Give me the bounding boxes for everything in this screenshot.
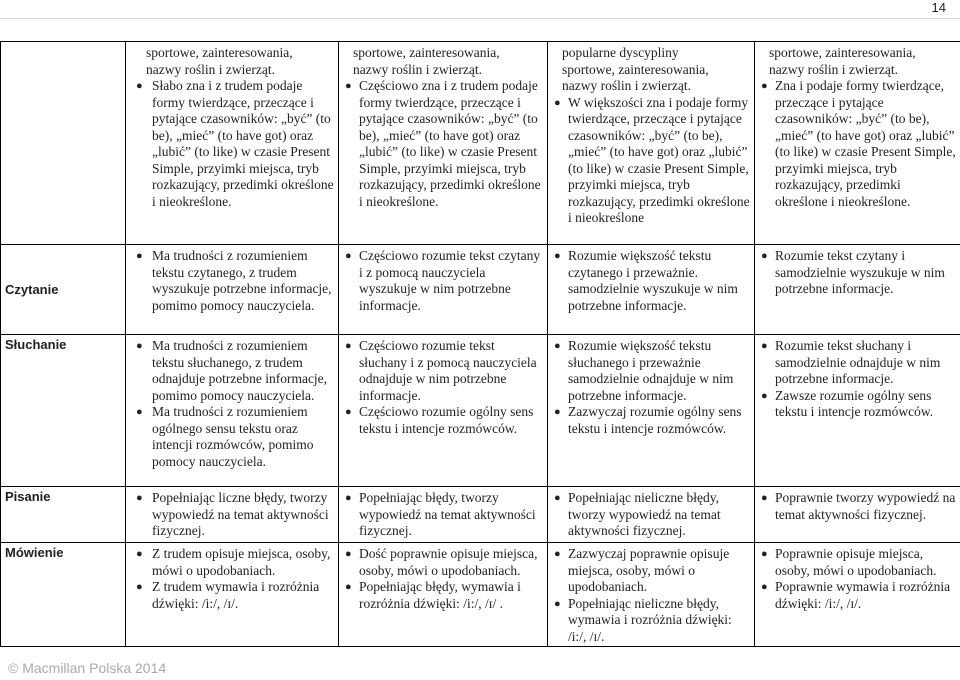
- table-row-pisanie: [1, 487, 960, 543]
- bullet-icon: ●: [761, 548, 768, 560]
- list-item-text: Ma trudności z rozumieniem tekstu czytanego, z trudem wyszukuje potrzebne informacje, pomimo pomocy nauczyciela.: [152, 248, 332, 313]
- bullet-list: [130, 248, 334, 314]
- bullet-list: [343, 248, 543, 314]
- bullet-icon: ●: [554, 340, 561, 352]
- bullet-icon: ●: [136, 340, 143, 352]
- assessment-table: [0, 41, 960, 647]
- list-item: [343, 78, 543, 210]
- bullet-list: [552, 546, 750, 645]
- bullet-list: [343, 490, 543, 540]
- bullet-icon: ●: [761, 492, 768, 504]
- list-item-text: Rozumie tekst słuchany i samodzielnie odnajduje w nim potrzebne informacje.: [775, 338, 941, 386]
- page-number: 14: [931, 0, 946, 15]
- bullet-list: [343, 338, 543, 437]
- list-item: [552, 596, 750, 646]
- list-item-text: Popełniając błędy, wymawia i rozróżnia dźwięki: /i:/, /ɪ/ .: [359, 579, 521, 611]
- list-item-text: Rozumie tekst czytany i samodzielnie wyszukuje w nim potrzebne informacje.: [775, 248, 945, 296]
- list-item: [552, 490, 750, 540]
- bullet-icon: ●: [345, 80, 352, 92]
- list-item: [552, 338, 750, 404]
- bullet-icon: ●: [136, 80, 143, 92]
- list-item: [759, 490, 956, 523]
- list-item-text: Rozumie większość tekstu słuchanego i przeważnie samodzielnie odnajduje w nim potrzebne informacje.: [568, 338, 734, 403]
- list-item-text: Zazwyczaj poprawnie opisuje miejsca, osoby, mówi o upodobaniach.: [568, 546, 730, 594]
- list-item: [759, 338, 956, 388]
- list-item-text: Zazwyczaj rozumie ogólny sens tekstu i intencje rozmówców.: [568, 404, 742, 436]
- list-item: [130, 404, 334, 470]
- cell-intro-text: sportowe, zainteresowania, nazwy roślin i zwierząt.: [353, 45, 500, 77]
- pisanie-cell-3: [548, 487, 755, 543]
- grammar-cell-1: [126, 42, 339, 245]
- list-item: [130, 338, 334, 404]
- list-item-text: Popełniając błędy, tworzy wypowiedź na temat aktywności fizycznej.: [359, 490, 536, 538]
- pisanie-cell-1: [126, 487, 339, 543]
- list-item-text: Ma trudności z rozumieniem ogólnego sensu tekstu oraz intencji rozmówców, pomimo pomocy nauczyciela.: [152, 404, 314, 469]
- bullet-icon: ●: [554, 250, 561, 262]
- row-label-mowienie: Mówienie: [1, 543, 126, 647]
- bullet-list: [130, 490, 334, 540]
- list-item-text: Poprawnie tworzy wypowiedź na temat aktywności fizycznej.: [775, 490, 956, 522]
- list-item-text: Popełniając nieliczne błędy, wymawia i rozróżnia dźwięki: /i:/, /ɪ/.: [568, 595, 732, 644]
- list-item: [343, 579, 543, 612]
- bullet-list: [759, 338, 956, 421]
- row-label-pisanie: Pisanie: [1, 487, 126, 543]
- czytanie-cell-2: [339, 245, 548, 335]
- list-item: [343, 546, 543, 579]
- list-item-text: Z trudem wymawia i rozróżnia dźwięki: /i:/, /ɪ/.: [152, 579, 320, 611]
- row-label-sluchanie: Słuchanie: [1, 335, 126, 487]
- mowienie-cell-3: [548, 543, 755, 647]
- bullet-icon: ●: [554, 406, 561, 418]
- list-item-text: Częściowo zna i z trudem podaje formy twierdzące, przeczące i pytające czasowników: „być” (to be), „mieć” (to have got) oraz „lubić” (to like) w czasie Present Simple, przyimki miejsca, tryb rozkazujący, przedimki określone i nieokreślone.: [359, 78, 541, 209]
- bullet-icon: ●: [761, 340, 768, 352]
- grammar-cell-2: [339, 42, 548, 245]
- bullet-list: [759, 248, 956, 298]
- bullet-list: [130, 338, 334, 470]
- list-item-text: Zawsze rozumie ogólny sens tekstu i intencje rozmówców.: [775, 387, 934, 419]
- bullet-icon: ●: [136, 548, 143, 560]
- list-item: [130, 546, 334, 579]
- bullet-list: [552, 338, 750, 437]
- mowienie-cell-4: [755, 543, 960, 647]
- grammar-cell-4: [755, 42, 960, 245]
- list-item: [759, 546, 956, 579]
- bullet-icon: ●: [345, 581, 352, 593]
- czytanie-cell-1: [126, 245, 339, 335]
- list-item-text: Poprawnie wymawia i rozróżnia dźwięki: /i:/, /ɪ/.: [775, 579, 951, 611]
- bullet-icon: ●: [136, 492, 143, 504]
- table-row-mowienie: [1, 543, 960, 647]
- list-item: [130, 579, 334, 612]
- bullet-list: [130, 78, 334, 210]
- mowienie-cell-1: [126, 543, 339, 647]
- bullet-list: [552, 95, 750, 227]
- list-item-text: Popełniając nieliczne błędy, tworzy wypowiedź na temat aktywności fizycznej.: [568, 490, 721, 538]
- bullet-list: [343, 546, 543, 612]
- list-item-text: Rozumie większość tekstu czytanego i przeważnie. samodzielnie wyszukuje w nim potrzebne informacje.: [568, 248, 738, 313]
- list-item: [759, 248, 956, 298]
- list-item: [552, 248, 750, 314]
- list-item: [343, 248, 543, 314]
- bullet-list: [759, 546, 956, 612]
- pisanie-cell-4: [755, 487, 960, 543]
- list-item-text: Popełniając liczne błędy, tworzy wypowiedź na temat aktywności fizycznej.: [152, 490, 329, 538]
- table-row-grammar: [1, 42, 960, 245]
- bullet-list: [343, 78, 543, 210]
- list-item-text: Słabo zna i z trudem podaje formy twierdzące, przeczące i pytające czasowników: „być” (to be), „mieć” (to have got) oraz „lubić” (to like) w czasie Present Simple, przyimki miejsca, tryb rozkazujący, przedimki określone i nieokreślone.: [152, 78, 334, 209]
- bullet-icon: ●: [136, 406, 143, 418]
- bullet-icon: ●: [345, 406, 352, 418]
- list-item-text: Zna i podaje formy twierdzące, przeczące i pytające czasowników: „być” (to be), „mieć” (to have got) oraz „lubić” (to like) w czasie Present Simple, przyimki miejsca, tryb rozkazujący, przedimki określone i nieokreślone.: [775, 78, 956, 209]
- bullet-icon: ●: [554, 492, 561, 504]
- bullet-icon: ●: [761, 80, 768, 92]
- czytanie-cell-3: [548, 245, 755, 335]
- table-row-czytanie: [1, 245, 960, 335]
- sluchanie-cell-1: [126, 335, 339, 487]
- bullet-icon: ●: [554, 597, 561, 610]
- list-item-text: Ma trudności z rozumieniem tekstu słuchanego, z trudem odnajduje potrzebne informacje, pomimo pomocy nauczyciela.: [152, 338, 328, 403]
- list-item: [343, 338, 543, 404]
- list-item: [343, 490, 543, 540]
- list-item: [759, 579, 956, 612]
- row-label-czytanie: Czytanie: [1, 245, 126, 335]
- list-item-text: Częściowo rozumie tekst słuchany i z pomocą nauczyciela odnajduje w nim potrzebne informacje.: [359, 338, 537, 403]
- list-item: [552, 546, 750, 596]
- list-item: [759, 78, 956, 210]
- list-item: [552, 95, 750, 227]
- list-item-text: Częściowo rozumie ogólny sens tekstu i intencje rozmówców.: [359, 404, 534, 436]
- bullet-icon: ●: [345, 548, 352, 560]
- cell-intro-text: sportowe, zainteresowania, nazwy roślin i zwierząt.: [146, 45, 293, 77]
- bullet-icon: ●: [761, 250, 768, 262]
- list-item: [130, 78, 334, 210]
- list-item: [343, 404, 543, 437]
- bullet-list: [759, 78, 956, 210]
- header-divider: [0, 18, 960, 19]
- bullet-icon: ●: [761, 581, 768, 593]
- list-item: [759, 388, 956, 421]
- bullet-icon: ●: [136, 250, 143, 262]
- list-item-text: W większości zna i podaje formy twierdzące, przeczące i pytające czasowników: „być” (to be), „mieć” (to have got) oraz „lubić” (to like) w czasie Present Simple, przyimki miejsca, tryb rozkazujący, przedimki określone i nieokreślone: [568, 94, 750, 225]
- pisanie-cell-2: [339, 487, 548, 543]
- list-item-text: Z trudem opisuje miejsca, osoby, mówi o upodobaniach.: [152, 546, 331, 578]
- list-item-text: Częściowo rozumie tekst czytany i z pomocą nauczyciela wyszukuje w nim potrzebne informacje.: [359, 248, 541, 313]
- table-row-sluchanie: [1, 335, 960, 487]
- sluchanie-cell-2: [339, 335, 548, 487]
- bullet-list: [552, 490, 750, 540]
- sluchanie-cell-4: [755, 335, 960, 487]
- list-item-text: Dość poprawnie opisuje miejsca, osoby, mówi o upodobaniach.: [359, 546, 538, 578]
- list-item-text: Poprawnie opisuje miejsca, osoby, mówi o upodobaniach.: [775, 546, 937, 578]
- footer-copyright: © Macmillan Polska 2014: [8, 660, 167, 676]
- bullet-icon: ●: [345, 492, 352, 504]
- bullet-icon: ●: [345, 340, 352, 352]
- bullet-icon: ●: [761, 389, 768, 402]
- bullet-list: [759, 490, 956, 523]
- bullet-icon: ●: [554, 96, 561, 109]
- sluchanie-cell-3: [548, 335, 755, 487]
- bullet-list: [552, 248, 750, 314]
- bullet-icon: ●: [554, 548, 561, 560]
- mowienie-cell-2: [339, 543, 548, 647]
- list-item: [552, 404, 750, 437]
- list-item: [130, 490, 334, 540]
- bullet-icon: ●: [345, 250, 352, 262]
- bullet-list: [130, 546, 334, 612]
- bullet-icon: ●: [136, 581, 143, 593]
- grammar-cell-3: [548, 42, 755, 245]
- cell-intro-text: sportowe, zainteresowania, nazwy roślin i zwierząt.: [769, 45, 916, 77]
- cell-intro-text: popularne dyscypliny sportowe, zainteresowania, nazwy roślin i zwierząt.: [562, 45, 709, 93]
- list-item: [130, 248, 334, 314]
- row-label-empty: [1, 42, 126, 245]
- czytanie-cell-4: [755, 245, 960, 335]
